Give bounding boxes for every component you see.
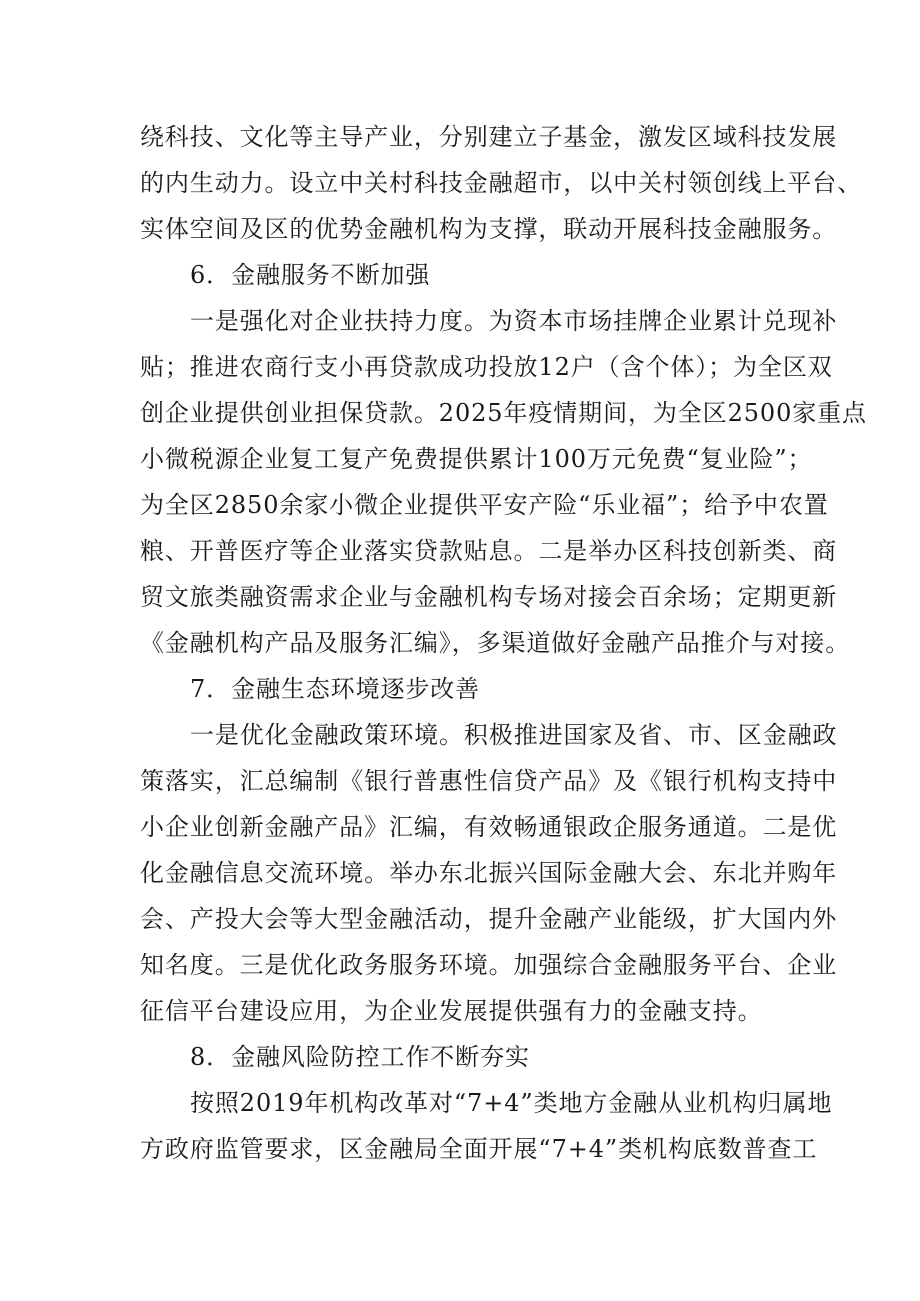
text-line: 实体空间及区的优势金融机构为支撑，联动开展科技金融服务。 <box>140 215 838 243</box>
text-line: 化金融信息交流环境。举办东北振兴国际金融大会、东北并购年 <box>140 859 838 887</box>
text-line: 会、产投大会等大型金融活动，提升金融产业能级，扩大国内外 <box>140 905 838 933</box>
text-line: 小微税源企业复工复产免费提供累计100万元免费“复业险”； <box>140 445 813 473</box>
text-line: 创企业提供创业担保贷款。2025年疫情期间，为全区2500家重点 <box>140 399 867 427</box>
text-line: 的内生动力。设立中关村科技金融超市，以中关村领创线上平台、 <box>140 169 863 197</box>
text-line: 按照2019年机构改革对“7+4”类地方金融从业机构归属地 <box>190 1089 833 1117</box>
text-line: 《金融机构产品及服务汇编》，多渠道做好金融产品推介与对接。 <box>140 629 851 657</box>
text-line: 征信平台建设应用，为企业发展提供强有力的金融支持。 <box>140 997 763 1025</box>
text-line: 6．金融服务不断加强 <box>190 261 431 289</box>
document-body <box>140 114 867 1172</box>
text-line: 贸文旅类融资需求企业与金融机构专场对接会百余场；定期更新 <box>140 583 838 611</box>
text-line: 粮、开普医疗等企业落实贷款贴息。二是举办区科技创新类、商 <box>140 537 838 565</box>
text-line: 知名度。三是优化政务服务环境。加强综合金融服务平台、企业 <box>140 951 838 979</box>
text-line: 为全区2850余家小微企业提供平安产险“乐业福”；给予中农置 <box>140 491 829 519</box>
text-line: 绕科技、文化等主导产业，分别建立子基金，激发区域科技发展 <box>140 123 838 151</box>
text-line: 方政府监管要求，区金融局全面开展“7+4”类机构底数普查工 <box>140 1135 818 1163</box>
text-line: 贴；推进农商行支小再贷款成功投放12户（含个体）；为全区双 <box>140 353 833 381</box>
text-line: 8．金融风险防控工作不断夯实 <box>190 1043 530 1071</box>
text-line: 小企业创新金融产品》汇编，有效畅通银政企服务通道。二是优 <box>140 813 838 841</box>
text-line: 一是强化对企业扶持力度。为资本市场挂牌企业累计兑现补 <box>190 307 838 335</box>
text-line: 策落实，汇总编制《银行普惠性信贷产品》及《银行机构支持中 <box>140 767 838 795</box>
text-line: 一是优化金融政策环境。积极推进国家及省、市、区金融政 <box>190 721 838 749</box>
text-line: 7．金融生态环境逐步改善 <box>190 675 481 703</box>
